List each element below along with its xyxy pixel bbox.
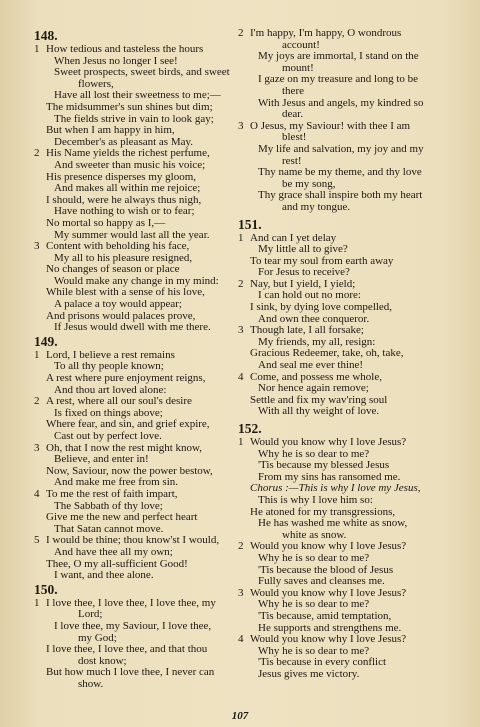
verse-lines — [46, 148, 236, 241]
verse-line: Would you know why I love Jesus? — [250, 540, 407, 553]
verse-line: Now, Saviour, now the power bestow, — [46, 464, 213, 477]
verse — [238, 541, 444, 587]
verse-line: He has washed me white as snow, — [258, 517, 408, 530]
verse-line: Give me the new and perfect heart — [46, 511, 198, 524]
verse-line: blest! — [282, 131, 307, 144]
hymn-number: 148. — [34, 28, 58, 43]
verse-line: I would be thine; thou know'st I would, — [46, 534, 220, 547]
verse-lines — [250, 233, 444, 279]
verse-line: But when I am happy in him, — [46, 124, 175, 137]
left-column — [34, 28, 236, 690]
verse-number: 2 — [238, 277, 244, 290]
verse-number: 3 — [238, 324, 244, 337]
verse-number: 3 — [34, 240, 40, 253]
verse-line: I love thee, my Saviour, I love thee, — [54, 619, 212, 632]
verse-line: Would you know why I love Jesus? — [250, 586, 407, 599]
verse-line: Though late, I all forsake; — [250, 324, 364, 337]
verse-lines — [250, 541, 444, 587]
verse-line: With all thy weight of love. — [258, 405, 380, 418]
hymn-number: 150. — [34, 581, 58, 597]
verse-line: But how much I love thee, I never can — [46, 666, 215, 679]
verse-line: A palace a toy would appear; — [54, 298, 182, 311]
hymn-number: 151. — [238, 216, 262, 232]
verse-line: And make me free from sin. — [54, 476, 179, 489]
verse — [34, 148, 236, 241]
verse-lines — [46, 443, 236, 489]
verse-lines — [46, 44, 236, 148]
verse-line: Would make any change in my mind: — [54, 274, 219, 287]
verse-line: Nor hence again remove; — [258, 382, 369, 395]
verse-line: My joys are immortal, I stand on the — [258, 50, 419, 63]
verse-line: Is fixed on things above; — [54, 406, 163, 419]
verse — [238, 279, 444, 325]
verse-lines — [46, 241, 236, 334]
verse-line: Lord; — [78, 608, 103, 621]
verse — [238, 121, 444, 214]
verse-line: I should, were he always thus nigh, — [46, 193, 202, 206]
verse — [34, 443, 236, 489]
verse — [34, 44, 236, 148]
verse — [34, 396, 236, 442]
verse-line: Why he is so dear to me? — [258, 598, 370, 611]
verse-number — [238, 483, 250, 541]
verse-lines — [46, 535, 236, 581]
verse-line: With Jesus and angels, my kindred so — [258, 96, 424, 109]
verse-lines — [250, 437, 444, 483]
verse-line: And have thee all my own; — [54, 545, 173, 558]
verse-line: I sink, by dying love compelled, — [250, 301, 393, 314]
verse-line: 'Tis because my blessed Jesus — [258, 459, 390, 472]
verse-line: His Name yields the richest perfume, — [46, 147, 210, 160]
verse-line: A rest, where all our soul's desire — [46, 395, 192, 408]
verse-line: And can I yet delay — [250, 231, 337, 244]
verse-line: When Jesus no longer I see! — [54, 54, 178, 67]
verse-line: His presence disperses my gloom, — [46, 170, 196, 183]
verse-line: 'Tis because, amid temptation, — [258, 609, 392, 622]
verse-number: 3 — [238, 119, 244, 132]
verse-number: 1 — [238, 231, 244, 244]
verse-line: My little all to give? — [258, 243, 348, 256]
verse-line: Where fear, and sin, and grief expire, — [46, 418, 210, 431]
verse-line: I'm happy, I'm happy, O wondrous — [250, 27, 402, 39]
verse-line: That Satan cannot move. — [54, 522, 164, 535]
verse-line: 'Tis because the blood of Jesus — [258, 563, 394, 576]
verse-line: To me the rest of faith impart, — [46, 487, 178, 500]
verse-line: Jesus gives me victory. — [258, 667, 360, 680]
verse-line: And makes all within me rejoice; — [54, 182, 201, 195]
verse-line: Gracious Redeemer, take, oh, take, — [250, 347, 404, 360]
verse-line: Settle and fix my wav'ring soul — [250, 393, 388, 406]
hymn-number: 152. — [238, 421, 262, 436]
verse — [238, 28, 444, 121]
hymn-block — [238, 28, 444, 214]
hymn-block — [34, 334, 236, 582]
verse-line: dear. — [282, 108, 304, 121]
verse-line: And sweeter than music his voice; — [54, 158, 206, 171]
verse-line: Lord, I believe a rest remains — [46, 348, 175, 361]
verse-line: Have nothing to wish or to fear; — [54, 205, 195, 218]
verse-line: rest! — [282, 154, 302, 167]
verse-line: No mortal so happy as I,— — [46, 216, 166, 229]
verse-line: Would you know why I love Jesus? — [250, 633, 407, 646]
verse-line: The fields strive in vain to look gay; — [54, 112, 214, 125]
verse-line: While blest with a sense of his love, — [46, 286, 205, 299]
verse-lines — [250, 634, 444, 680]
verse-line: my God; — [78, 631, 117, 644]
verse-line: Why he is so dear to me? — [258, 644, 370, 657]
verse-line: A rest where pure enjoyment reigns, — [46, 372, 206, 385]
verse-lines — [250, 279, 444, 325]
verse-line: flowers, — [78, 77, 114, 90]
verse-number: 1 — [238, 436, 244, 448]
verse — [238, 634, 444, 680]
verse — [238, 372, 444, 418]
verse-line: white as snow. — [282, 528, 347, 541]
verse-lines — [250, 483, 444, 541]
verse-line: No changes of season or place — [46, 263, 180, 276]
verse-line: To tear my soul from earth away — [250, 254, 394, 267]
verse-line: My all to his pleasure resigned, — [54, 251, 193, 264]
verse-line: December's as pleasant as May. — [54, 135, 194, 148]
verse-line: Thee, O my all-sufficient Good! — [46, 557, 188, 570]
verse-line: He supports and strengthens me. — [258, 621, 402, 634]
verse — [238, 233, 444, 279]
verse-line: 'Tis because in every conflict — [258, 656, 387, 669]
verse-line: O Jesus, my Saviour! with thee I am — [250, 119, 411, 132]
verse — [34, 350, 236, 396]
hymn-block — [34, 582, 236, 691]
verse-line: Nay, but I yield, I yield; — [250, 277, 356, 290]
verse-line: From my sins has ransomed me. — [258, 470, 401, 483]
verse-line: I can hold out no more: — [258, 289, 361, 302]
verse-line: Why he is so dear to me? — [258, 447, 370, 460]
verse — [34, 241, 236, 334]
verse-line: dost know; — [78, 654, 127, 667]
verse-line: And thou art loved alone: — [54, 383, 167, 396]
verse-line: How tedious and tasteless the hours — [46, 43, 204, 55]
verse-line: Come, and possess me whole, — [250, 370, 382, 383]
verse-number: 2 — [34, 147, 40, 160]
verse-line: This is why I love him so: — [258, 493, 373, 506]
verse-line: Thy grace shall inspire both my heart — [258, 189, 423, 202]
verse-number: 2 — [238, 540, 244, 553]
verse-number: 2 — [34, 395, 40, 408]
right-column — [238, 28, 444, 680]
verse-line: If Jesus would dwell with me there. — [54, 321, 211, 334]
verse-line: show. — [78, 677, 104, 690]
verse — [34, 535, 236, 581]
verse — [238, 588, 444, 634]
verse-line: mount! — [282, 61, 314, 74]
verse-line: The midsummer's sun shines but dim; — [46, 100, 213, 113]
verse-line: And prisons would palaces prove, — [46, 309, 196, 322]
verse-line: Sweet prospects, sweet birds, and sweet — [54, 66, 230, 79]
verse-line: My life and salvation, my joy and my — [258, 142, 424, 155]
verse-number: 1 — [34, 348, 40, 361]
verse-line: and my tongue. — [282, 200, 351, 213]
verse-line: To all thy people known; — [54, 360, 164, 373]
verse-line: Thy name be my theme, and thy love — [258, 166, 422, 179]
verse-line: He atoned for my transgressions, — [250, 505, 396, 518]
hymn-block — [34, 28, 236, 334]
verse-line: Fully saves and cleanses me. — [258, 575, 385, 588]
verse-line: My summer would last all the year. — [54, 228, 210, 241]
verse-number: 1 — [34, 43, 40, 55]
verse-number: 3 — [34, 441, 40, 454]
verse-line: Why he is so dear to me? — [258, 551, 370, 564]
verse-lines — [250, 325, 444, 371]
verse-lines — [250, 121, 444, 214]
verse-number: 3 — [238, 586, 244, 599]
verse-line: be my song, — [282, 177, 336, 190]
verse-line: Would you know why I love Jesus? — [250, 436, 407, 448]
verse-line: And seal me ever thine! — [258, 359, 364, 372]
verse-line: And own thee conqueror. — [258, 312, 370, 325]
verse-line: Cast out by perfect love. — [54, 430, 162, 442]
verse — [238, 325, 444, 371]
chorus — [238, 483, 444, 541]
verse-line: Have all lost their sweetness to me;— — [54, 89, 221, 102]
verse-lines — [46, 598, 236, 691]
verse-number: 4 — [34, 487, 40, 500]
verse-line: Content with beholding his face, — [46, 240, 190, 253]
verse-line: My friends, my all, resign: — [258, 335, 376, 348]
verse-number: 2 — [238, 27, 244, 39]
verse-lines — [250, 28, 444, 121]
verse-line: I love thee, I love thee, I love thee, my — [46, 596, 216, 609]
verse — [34, 489, 236, 535]
verse-lines — [46, 489, 236, 535]
verse-line: I gaze on my treasure and long to be — [258, 73, 419, 86]
verse-line: Chorus :—This is why I love my Jesus, — [250, 482, 421, 495]
verse-line: there — [282, 84, 304, 97]
hymn-block — [238, 217, 444, 419]
verse-line: Believe, and enter in! — [54, 453, 149, 466]
verse-lines — [46, 396, 236, 442]
verse-number: 5 — [34, 534, 40, 547]
verse-line: account! — [282, 38, 320, 51]
verse — [238, 437, 444, 483]
verse-line: I love thee, I love thee, and that thou — [46, 643, 208, 656]
page-number: 107 — [231, 710, 249, 722]
verse-lines — [46, 350, 236, 396]
verse-lines — [250, 372, 444, 418]
verse-lines — [250, 588, 444, 634]
verse — [34, 598, 236, 691]
hymn-number: 149. — [34, 333, 58, 349]
verse-number: 4 — [238, 633, 244, 646]
verse-line: Oh, that I now the rest might know, — [46, 441, 203, 454]
verse-line: The Sabbath of thy love; — [54, 499, 163, 512]
verse-line: For Jesus to receive? — [258, 266, 350, 279]
verse-number: 1 — [34, 596, 40, 609]
hymn-block — [238, 421, 444, 680]
verse-line: I want, and thee alone. — [54, 569, 154, 582]
verse-number: 4 — [238, 370, 244, 383]
